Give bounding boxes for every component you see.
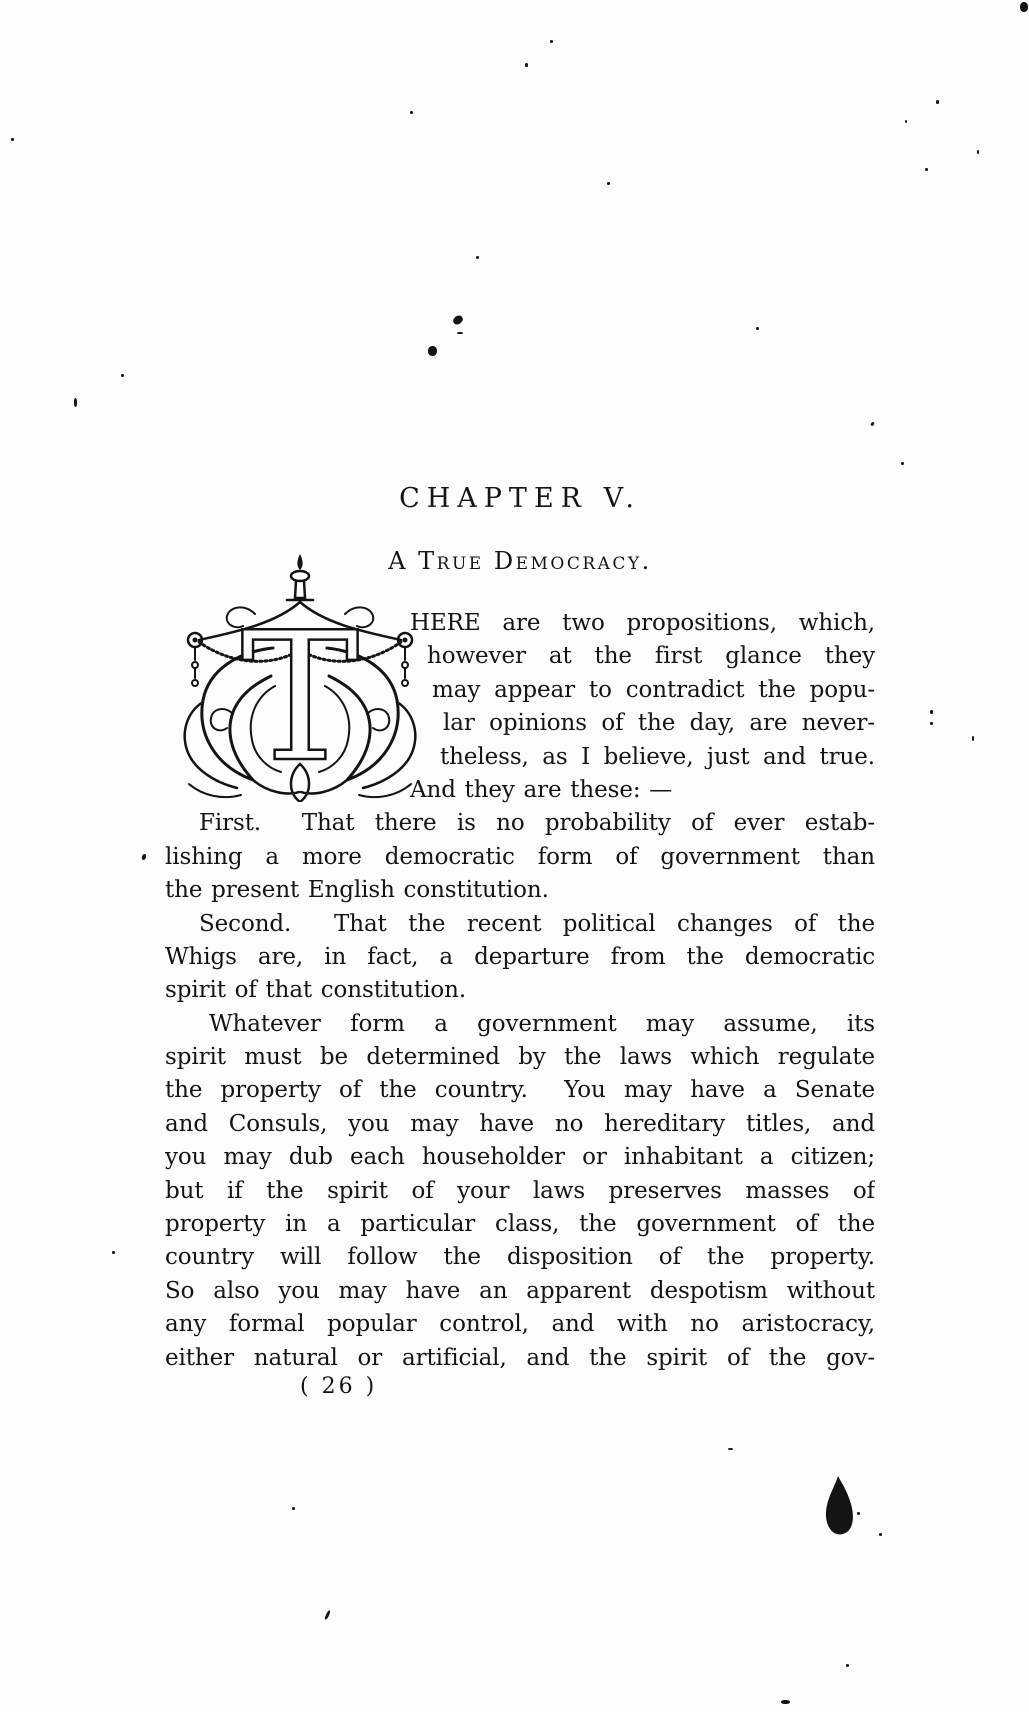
page-number: ( 26 ) xyxy=(300,1374,378,1399)
scan-speck xyxy=(728,1448,733,1450)
scan-speck xyxy=(930,710,933,714)
scan-speck xyxy=(457,332,463,334)
text-line: lar opinions of the day, are never- xyxy=(443,710,875,737)
scan-speck xyxy=(936,100,939,104)
scan-speck xyxy=(1020,2,1028,12)
scan-speck xyxy=(292,1507,295,1510)
scan-speck xyxy=(607,182,610,185)
text-line: however at the first glance they xyxy=(427,643,875,670)
scan-speck xyxy=(879,1533,882,1536)
text-line: property in a particular class, the government of the xyxy=(165,1211,875,1238)
text-line: HERE are two propositions, which, xyxy=(410,610,875,636)
scan-speck xyxy=(905,120,907,123)
scan-speck xyxy=(901,462,904,465)
scan-speck xyxy=(141,853,147,860)
text-line: any formal popular control, and with no aristocracy, xyxy=(165,1311,875,1338)
scan-speck xyxy=(11,138,14,141)
scan-speck xyxy=(410,111,413,114)
scan-speck xyxy=(428,346,437,356)
text-line: So also you may have an apparent despotism without xyxy=(165,1277,875,1304)
scan-speck xyxy=(925,168,928,171)
text-line: and Consuls, you may have no hereditary titles, and xyxy=(165,1110,875,1137)
scan-speck xyxy=(112,1251,115,1254)
scan-speck xyxy=(870,422,875,427)
drop-cap-letter: T xyxy=(240,594,360,801)
text-line: may appear to contradict the popu- xyxy=(432,676,875,703)
text-line: country will follow the disposition of the property. xyxy=(165,1244,875,1271)
scan-speck xyxy=(756,327,759,330)
text-line: spirit of that constitution. xyxy=(165,977,467,1004)
chapter-heading: CHAPTER V. xyxy=(399,483,641,514)
body-text xyxy=(165,607,875,1375)
scan-speck xyxy=(857,1512,860,1515)
scan-speck xyxy=(550,40,553,43)
text-line: the present English constitution. xyxy=(165,877,549,904)
scan-speck xyxy=(525,63,528,67)
scan-speck xyxy=(846,1664,849,1667)
scan-speck xyxy=(781,1700,790,1704)
text-line: theless, as I believe, just and true. xyxy=(440,743,875,770)
text-line: either natural or artificial, and the spirit of the gov- xyxy=(165,1344,875,1371)
scan-speck xyxy=(476,256,479,259)
text-line: Second. That the recent political changes of the xyxy=(199,910,875,937)
scan-speck xyxy=(977,150,979,154)
ink-blot-mark xyxy=(822,1474,858,1538)
scan-speck xyxy=(74,398,77,407)
text-line: but if the spirit of your laws preserves masses of xyxy=(165,1177,875,1204)
scan-speck xyxy=(972,736,974,741)
text-line: you may dub each householder or inhabitant a citizen; xyxy=(165,1144,875,1171)
text-line: spirit must be determined by the laws which regulate xyxy=(165,1044,875,1071)
text-line: First. That there is no probability of ever estab- xyxy=(199,810,875,837)
text-line: Whatever form a government may assume, its xyxy=(209,1010,875,1037)
text-line: And they are these: — xyxy=(410,776,673,803)
scan-speck xyxy=(930,722,933,725)
scan-speck xyxy=(452,314,465,326)
scan-speck xyxy=(121,374,124,377)
scan-speck xyxy=(324,1610,331,1620)
section-title: A True Democracy. xyxy=(388,547,652,575)
text-line: lishing a more democratic form of government than xyxy=(165,843,875,870)
text-line: Whigs are, in fact, a departure from the democratic xyxy=(165,943,875,970)
text-line: the property of the country. You may have a Senate xyxy=(165,1077,875,1104)
